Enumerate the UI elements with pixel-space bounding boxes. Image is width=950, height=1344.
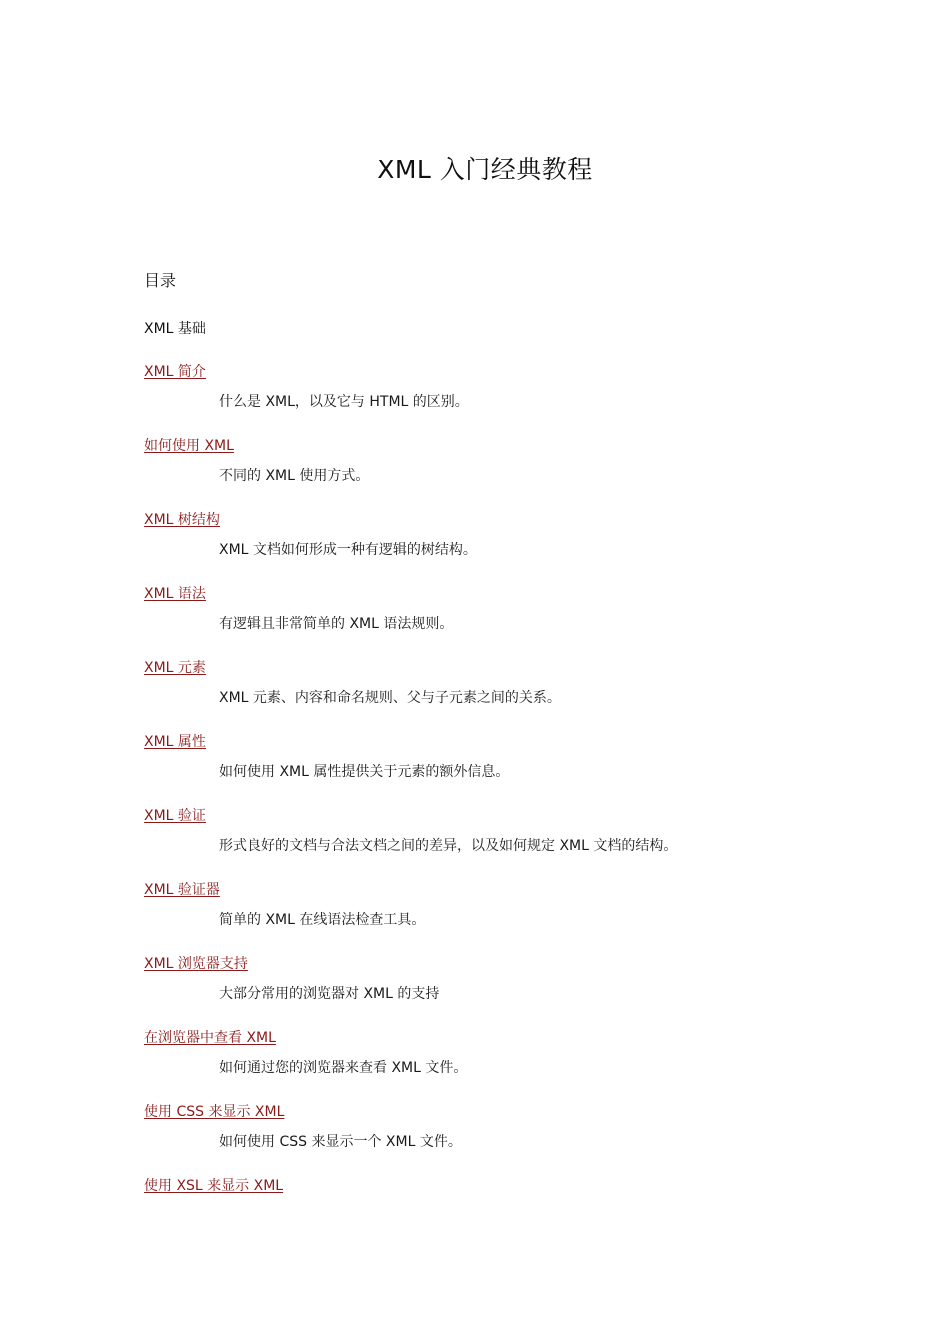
toc-description: 大部分常用的浏览器对 XML 的支持 <box>219 986 440 1002</box>
toc-description: 简单的 XML 在线语法检查工具。 <box>219 912 426 928</box>
toc-link-xml-syntax[interactable]: XML 语法 <box>144 586 206 602</box>
toc-item <box>144 1101 844 1175</box>
toc-description: 有逻辑且非常简单的 XML 语法规则。 <box>219 616 454 632</box>
toc-description: 什么是 XML，以及它与 HTML 的区别。 <box>219 394 469 410</box>
toc-item <box>144 879 844 953</box>
toc-description: XML 元素、内容和命名规则、父与子元素之间的关系。 <box>219 690 561 706</box>
toc-link-xml-intro[interactable]: XML 简介 <box>144 364 206 380</box>
toc-link-xml-validator[interactable]: XML 验证器 <box>144 882 220 898</box>
toc-link-xml-elements[interactable]: XML 元素 <box>144 660 206 676</box>
toc-description: 如何使用 CSS 来显示一个 XML 文件。 <box>219 1134 462 1150</box>
toc-item <box>144 435 844 509</box>
toc-link-xml-usage[interactable]: 如何使用 XML <box>144 438 234 454</box>
toc-list <box>144 361 844 1249</box>
toc-item <box>144 1175 844 1249</box>
toc-link-view-xml-in-browser[interactable]: 在浏览器中查看 XML <box>144 1030 276 1046</box>
toc-item <box>144 805 844 879</box>
toc-item <box>144 731 844 805</box>
toc-description: 不同的 XML 使用方式。 <box>219 468 370 484</box>
toc-item <box>144 361 844 435</box>
toc-item <box>144 1027 844 1101</box>
toc-link-xml-validation[interactable]: XML 验证 <box>144 808 206 824</box>
toc-description: 形式良好的文档与合法文档之间的差异，以及如何规定 XML 文档的结构。 <box>219 838 678 854</box>
toc-description: 如何通过您的浏览器来查看 XML 文件。 <box>219 1060 468 1076</box>
toc-link-xml-attributes[interactable]: XML 属性 <box>144 734 206 750</box>
toc-heading: 目录 <box>144 271 177 290</box>
toc-item <box>144 953 844 1027</box>
toc-description: XML 文档如何形成一种有逻辑的树结构。 <box>219 542 477 558</box>
toc-link-xml-tree[interactable]: XML 树结构 <box>144 512 220 528</box>
toc-link-display-xml-xsl[interactable]: 使用 XSL 来显示 XML <box>144 1178 284 1194</box>
section-label: XML 基础 <box>144 321 206 337</box>
toc-link-display-xml-css[interactable]: 使用 CSS 来显示 XML <box>144 1104 285 1120</box>
toc-item <box>144 509 844 583</box>
toc-item <box>144 583 844 657</box>
document-title: XML 入门经典教程 <box>377 155 593 184</box>
toc-item <box>144 657 844 731</box>
toc-link-xml-browser-support[interactable]: XML 浏览器支持 <box>144 956 248 972</box>
toc-description: 如何使用 XML 属性提供关于元素的额外信息。 <box>219 764 510 780</box>
